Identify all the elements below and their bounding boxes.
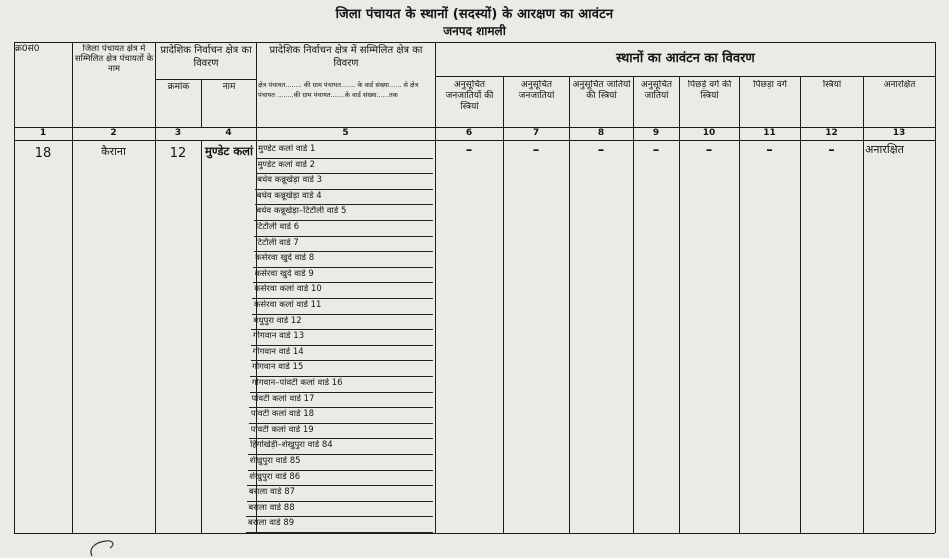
column-number: 3 xyxy=(174,128,182,138)
ward-item: शेखुपुरा वार्ड 85 xyxy=(249,456,301,466)
column-number: 13 xyxy=(892,128,906,138)
ward-separator xyxy=(253,267,433,268)
header-women: स्त्रियां xyxy=(822,80,842,90)
header-sc-women: अनुसूचित जातियों की स्त्रियां xyxy=(572,80,631,101)
document-subtitle: जनपद शामली xyxy=(443,24,506,38)
ward-separator xyxy=(247,501,433,502)
allocation-dash: – xyxy=(597,143,605,158)
ward-separator xyxy=(252,298,433,299)
ward-separator xyxy=(251,360,433,361)
ward-item: बधुपुरा वार्ड 12 xyxy=(253,315,302,326)
ward-separator xyxy=(255,204,433,205)
allocation-dash: – xyxy=(532,143,540,158)
ward-separator xyxy=(249,407,433,408)
ward-separator xyxy=(251,329,433,330)
kshetra-panchayat-name: कैराना xyxy=(101,145,126,158)
ward-separator xyxy=(254,220,433,221)
ward-separator xyxy=(254,251,434,252)
ward-separator xyxy=(246,532,433,533)
column-number: 10 xyxy=(702,128,716,138)
ward-item: बराला वार्ड 88 xyxy=(248,502,295,513)
header-obc: पिछड़ा वर्ग xyxy=(753,80,787,90)
ward-item: बराला वार्ड 87 xyxy=(248,487,296,498)
serial-number: 18 xyxy=(34,146,52,161)
signature-scribble xyxy=(84,538,118,558)
ward-item: बराला वार्ड 89 xyxy=(248,518,295,529)
ward-separator xyxy=(253,282,433,283)
allocation-dash: – xyxy=(828,143,835,158)
header-panchayat-area: जिला पंचायत क्षेत्र में सम्मिलित क्षेत्र पंचायतों के नाम xyxy=(74,44,154,74)
document-title: जिला पंचायत के स्थानों (सदस्यों) के आरक्षण का आवंटन xyxy=(335,7,614,22)
ward-separator xyxy=(248,454,433,455)
ward-item: गोगवान वार्ड 13 xyxy=(253,331,305,342)
ward-item: पांवटी कलां वार्ड 17 xyxy=(251,393,315,404)
header-st-women: अनुसूचित जनजातियों की स्त्रियां xyxy=(445,80,494,112)
ward-item: हिंगोखेड़ी–शेखुपुरा वार्ड 84 xyxy=(250,440,333,451)
ward-item: कसेरवा कलां वार्ड 11 xyxy=(253,300,322,310)
ward-item: गोगवान वार्ड 15 xyxy=(252,362,304,373)
allocation-dash: – xyxy=(766,143,773,158)
column-number: 4 xyxy=(225,128,232,138)
ward-separator xyxy=(255,189,433,190)
header-serial: क्र0सं0 xyxy=(15,44,40,54)
allocation-dash: – xyxy=(705,143,713,158)
ward-separator xyxy=(250,376,433,377)
allocation-dash: – xyxy=(652,143,660,158)
ward-separator xyxy=(256,173,433,174)
column-number: 11 xyxy=(763,128,776,138)
constituency-name: मुण्डेट कलां xyxy=(205,144,253,158)
ward-item: मुण्डेट कलां वार्ड 1 xyxy=(258,144,316,154)
header-st: अनुसूचित जनजातियां xyxy=(518,80,555,101)
header-included-area: प्रादेशिक निर्वाचन क्षेत्र में सम्मिलित क्षेत्र का विवरण xyxy=(269,45,423,69)
ward-item: टिटौली वार्ड 7 xyxy=(255,237,299,248)
ward-separator xyxy=(246,516,433,517)
constituency-number: 12 xyxy=(169,146,187,161)
header-kramank: क्रमांक xyxy=(167,82,190,92)
ward-separator xyxy=(251,345,433,346)
ward-item: बधेव कन्नूखेड़ा वार्ड 4 xyxy=(256,190,322,201)
ward-item: बधेव कन्नूखेड़ा–टिटौली वार्ड 5 xyxy=(256,206,347,217)
column-number: 9 xyxy=(652,128,660,138)
ward-separator xyxy=(256,158,433,159)
ward-item: गोगवान–पांवटी कलां वार्ड 16 xyxy=(251,378,343,388)
header-sc: अनुसूचित जातियां xyxy=(640,80,673,101)
header-obc-women: पिछड़े वर्ग की स्त्रियां xyxy=(687,80,732,101)
ward-item: कसेरवा खुर्द वार्ड 8 xyxy=(255,253,315,264)
header-unreserved: अनारक्षित xyxy=(883,80,916,90)
ward-item: गोगवान वार्ड 14 xyxy=(252,346,304,357)
column-number: 7 xyxy=(532,128,540,138)
ward-separator xyxy=(249,438,434,439)
ward-separator xyxy=(248,470,433,471)
column-number: 6 xyxy=(465,128,473,138)
ward-item: शेखुपुरा वार्ड 86 xyxy=(249,471,301,482)
header-naam: नाम xyxy=(222,82,236,92)
ward-item: कसेरवा खुर्द वार्ड 9 xyxy=(254,268,314,279)
reservation-status: अनारक्षित xyxy=(865,143,904,156)
column-number: 5 xyxy=(342,128,349,138)
allocation-dash: – xyxy=(465,143,473,158)
header-territorial-constituency: प्रादेशिक निर्वाचन क्षेत्र का विवरण xyxy=(160,45,252,69)
column-number: 1 xyxy=(39,128,47,138)
ward-item: पांवटी कलां वार्ड 18 xyxy=(250,409,315,420)
header-allocation: स्थानों का आवंटन का विवरण xyxy=(616,51,755,66)
ward-item: पांवटी कलां वार्ड 19 xyxy=(250,424,314,435)
ward-item: टिटौली वार्ड 6 xyxy=(255,222,300,232)
ward-item: कसेरवा कलां वार्ड 10 xyxy=(254,284,322,295)
ward-separator xyxy=(249,423,433,424)
ward-item: मुण्डेट कलां वार्ड 2 xyxy=(257,159,316,170)
column-number: 12 xyxy=(825,128,838,138)
header-included-area-detail: क्षेत्र पंचायत........ की ग्राम पंचायत....... के वार्ड संख्या...... से क्षेत्र पंचायत ........की ग्राम पंचायत.......के वार्ड संख्या......तक xyxy=(258,81,419,99)
column-number: 2 xyxy=(110,128,117,138)
ward-separator xyxy=(254,236,433,237)
ward-item: बधेव कन्नूखेड़ा वार्ड 3 xyxy=(257,175,323,186)
ward-separator xyxy=(252,314,433,315)
ward-separator xyxy=(250,392,433,393)
column-number: 8 xyxy=(597,128,605,138)
ward-separator xyxy=(247,485,433,486)
